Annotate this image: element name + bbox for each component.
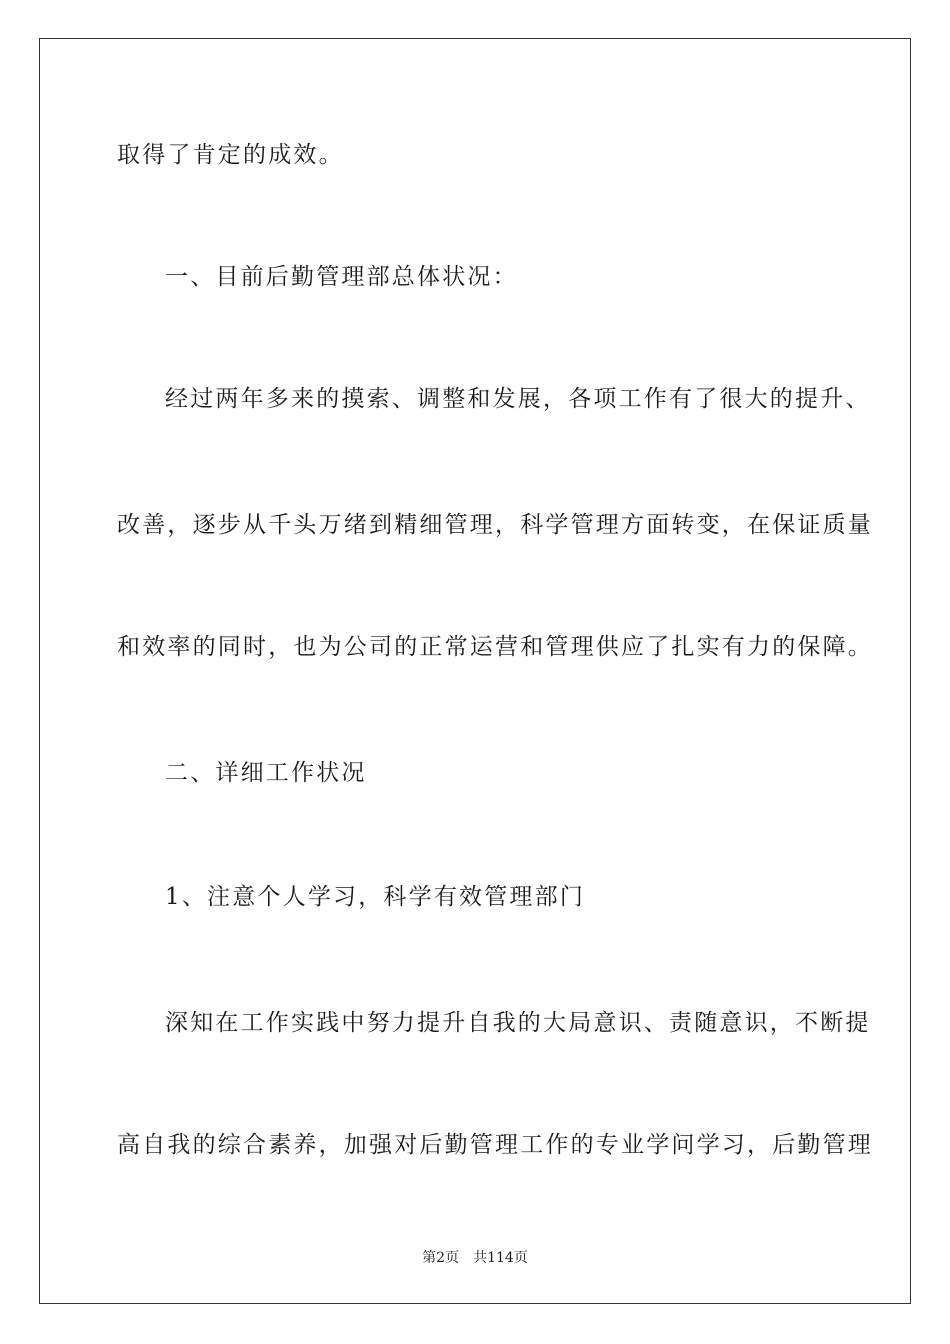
page-total: 共114页 xyxy=(473,1250,528,1266)
section-heading: 二、详细工作状况 xyxy=(165,760,367,786)
paragraph-line: 取得了肯定的成效。 xyxy=(117,142,344,168)
paragraph-line: 深知在工作实践中努力提升自我的大局意识、责随意识，不断提 xyxy=(165,1010,871,1036)
page-footer xyxy=(0,1248,950,1268)
paragraph-line: 和效率的同时，也为公司的正常运营和管理供应了扎实有力的保障。 xyxy=(117,634,873,660)
subsection-heading: 1、注意个人学习，科学有效管理部门 xyxy=(165,884,586,910)
paragraph-line: 高自我的综合素养，加强对后勤管理工作的专业学问学习，后勤管理 xyxy=(117,1132,873,1158)
page-number: 第2页 xyxy=(422,1250,460,1266)
paragraph-line: 经过两年多来的摸索、调整和发展，各项工作有了很大的提升、 xyxy=(165,386,871,412)
section-heading: 一、目前后勤管理部总体状况： xyxy=(165,264,518,290)
paragraph-line: 改善，逐步从千头万绪到精细管理，科学管理方面转变，在保证质量 xyxy=(117,512,873,538)
page-border xyxy=(39,38,911,1304)
